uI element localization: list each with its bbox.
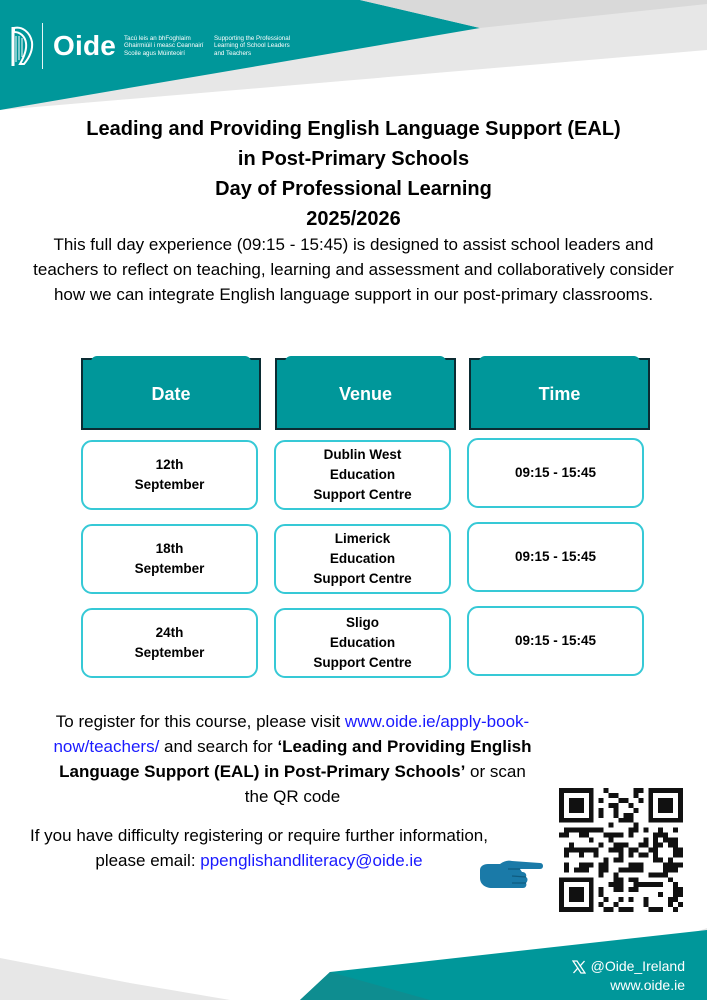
venue-line: Dublin West <box>323 447 402 462</box>
x-handle-row[interactable] <box>572 957 685 976</box>
header-date <box>81 358 261 430</box>
title-line: in Post-Primary Schools <box>237 148 470 170</box>
time-cell <box>467 438 644 508</box>
tagline-irish-line: Scoile agus Múinteoirí <box>124 49 185 57</box>
register-mid: and search for <box>159 737 278 756</box>
register-prefix: To register for this course, please visit <box>55 712 345 731</box>
intro-line: teachers to reflect on teaching, learning and assessment and collaboratively consider <box>33 260 674 279</box>
course-name-continued: Language Support (EAL) in Post-Primary Schools’ <box>59 762 466 781</box>
header-venue-label: Venue <box>338 383 393 404</box>
tagline-irish-line: Ghairmiúil i measc Ceannairí <box>124 42 204 50</box>
header-tab <box>91 356 251 362</box>
venue-line: Education <box>329 551 396 566</box>
intro-paragraph <box>20 232 687 307</box>
register-suffix: or scan <box>465 762 526 781</box>
header-date-label: Date <box>151 383 191 404</box>
harp-logo-icon <box>8 24 36 68</box>
apply-link-continued[interactable]: now/teachers/ <box>53 737 160 756</box>
date-month: September <box>134 561 205 576</box>
header-time <box>469 358 650 430</box>
website-link[interactable]: www.oide.ie <box>610 977 685 993</box>
header-venue <box>275 358 456 430</box>
register-line-1 <box>20 709 565 734</box>
website-row[interactable] <box>572 976 685 995</box>
register-line-4: the QR code <box>244 787 341 806</box>
title-line: Day of Professional Learning <box>215 178 492 200</box>
intro-line: how we can integrate English language support in our post-primary classrooms. <box>53 285 654 304</box>
help-paragraph <box>4 823 514 873</box>
venue-line: Support Centre <box>313 571 412 586</box>
page-title <box>0 114 707 234</box>
venue-cell <box>274 440 451 510</box>
date-day: 24th <box>155 625 184 640</box>
social-links <box>572 957 685 995</box>
time-value: 09:15 - 15:45 <box>514 549 597 564</box>
venue-line: Education <box>329 635 396 650</box>
tagline-english-line: and Teachers <box>214 49 252 57</box>
intro-line: This full day experience (09:15 - 15:45) is designed to assist school leaders and <box>53 235 654 254</box>
apply-link[interactable]: www.oide.ie/apply-book- <box>344 712 530 731</box>
date-cell <box>81 608 258 678</box>
venue-line: Support Centre <box>313 487 412 502</box>
tagline-irish-line: Tacú leis an bhFoghlaim <box>124 34 191 42</box>
date-month: September <box>134 477 205 492</box>
time-value: 09:15 - 15:45 <box>514 633 597 648</box>
time-value: 09:15 - 15:45 <box>514 465 597 480</box>
date-cell <box>81 440 258 510</box>
header-tab <box>285 356 446 362</box>
email-link[interactable]: ppenglishandliteracy@oide.ie <box>200 851 423 870</box>
tagline-english-line: Supporting the Professional <box>214 34 291 42</box>
venue-cell <box>274 608 451 678</box>
register-line-3 <box>20 759 565 784</box>
register-paragraph <box>20 709 565 809</box>
help-line-2 <box>4 848 514 873</box>
venue-line: Limerick <box>334 531 391 546</box>
time-cell <box>467 522 644 592</box>
title-line: Leading and Providing English Language Support (EAL) <box>86 118 621 140</box>
tagline-english-line: Learning of School Leaders <box>214 42 290 50</box>
oide-logo[interactable] <box>8 22 296 70</box>
x-twitter-icon <box>572 960 586 974</box>
venue-line: Support Centre <box>313 655 412 670</box>
date-cell <box>81 524 258 594</box>
date-day: 18th <box>155 541 184 556</box>
x-handle[interactable]: @Oide_Ireland <box>590 958 685 974</box>
qr-code[interactable] <box>559 788 683 912</box>
register-line-2 <box>20 734 565 759</box>
pointing-hand-icon <box>478 854 544 894</box>
date-day: 12th <box>155 457 184 472</box>
help-prefix: please email: <box>95 851 201 870</box>
venue-cell <box>274 524 451 594</box>
header-time-label: Time <box>538 383 581 404</box>
tagline-english <box>214 35 296 57</box>
title-line: 2025/2026 <box>306 208 401 230</box>
help-line-1: If you have difficulty registering or require further information, <box>30 826 488 845</box>
header-tab <box>479 356 640 362</box>
time-cell <box>467 606 644 676</box>
venue-line: Education <box>329 467 396 482</box>
venue-line: Sligo <box>345 615 379 630</box>
tagline-irish <box>124 35 208 57</box>
logo-divider <box>42 23 43 69</box>
course-name: ‘Leading and Providing English <box>277 737 532 756</box>
logo-wordmark: Oide <box>53 30 117 61</box>
date-month: September <box>134 645 205 660</box>
